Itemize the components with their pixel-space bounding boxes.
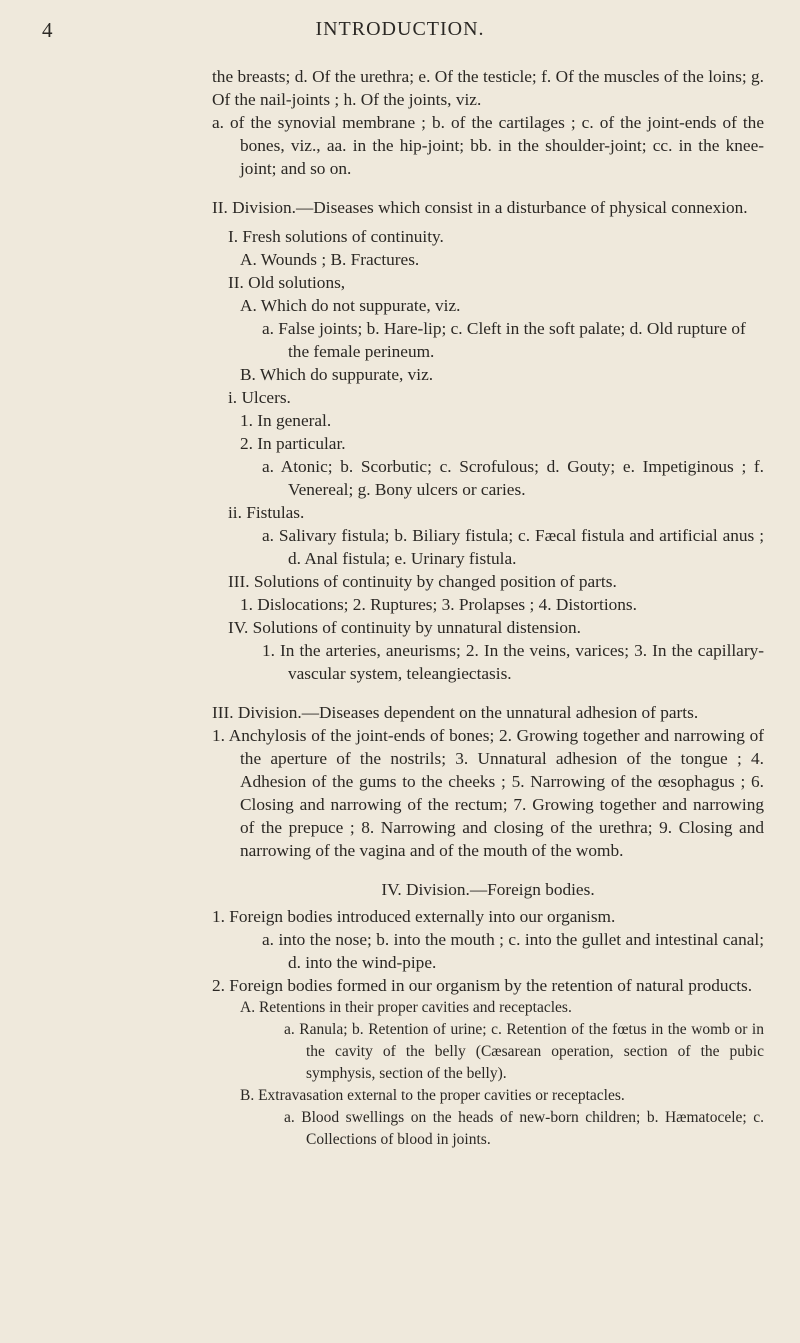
- text-line: a. Ranula; b. Retention of urine; c. Retention of the fœtus in the womb or in the cavity of the belly (Cæsarean operation, section of the pubic symphysis, section of the belly).: [284, 1021, 764, 1082]
- text-line: 2. In particular.: [240, 434, 346, 453]
- running-title: INTRODUCTION.: [315, 18, 485, 40]
- text-line: III. Solutions of continuity by changed position of parts.: [228, 572, 617, 591]
- text-line: a. Salivary fistula; b. Biliary fistula; c. Fæcal fistula and artificial anus ; d. Anal fistula; e. Urinary fistula.: [262, 526, 764, 568]
- division-heading: III. Division.—Diseases dependent on the unnatural adhesion of parts.: [212, 703, 699, 722]
- page-number: 4: [42, 18, 53, 42]
- text-line: 1. Foreign bodies introduced externally into our organism.: [212, 907, 616, 926]
- text-line: A. Retentions in their proper cavities and receptacles.: [240, 999, 572, 1016]
- division-heading: IV. Division.—Foreign bodies.: [381, 880, 595, 899]
- text-line: a. of the synovial membrane ; b. of the cartilages ; c. of the joint-ends of the bones, viz., aa. in the hip-joint; bb. in the shoulder-joint; cc. in the knee-joint; and so on.: [212, 113, 764, 178]
- text-line: a. Atonic; b. Scorbutic; c. Scrofulous; d. Gouty; e. Impetiginous ; f. Venereal; g. Bony ulcers or caries.: [262, 457, 764, 499]
- text-line: 1. Anchylosis of the joint-ends of bones; 2. Growing together and narrowing of the aperture of the nostrils; 3. Unnatural adhesion of the tongue ; 4. Adhesion of the gums to the cheeks ; 5. Narrowing of the œsophagus ; 6. Closing and narrowing of the rectum; 7. Growing together and narrowing of the prepuce ; 8. Narrowing and closing of the urethra; 9. Closing and narrowing of the vagina and of the mouth of the womb.: [212, 726, 764, 860]
- text-line: IV. Solutions of continuity by unnatural distension.: [228, 618, 581, 637]
- text-line: I. Fresh solutions of continuity.: [228, 227, 444, 246]
- text-line: B. Which do suppurate, viz.: [240, 365, 434, 384]
- text-line: B. Extravasation external to the proper cavities or receptacles.: [240, 1087, 625, 1104]
- text-line: A. Wounds ; B. Fractures.: [240, 250, 420, 269]
- text-line: A. Which do not suppurate, viz.: [240, 296, 461, 315]
- text-line: 1. Dislocations; 2. Ruptures; 3. Prolapses ; 4. Distortions.: [240, 595, 637, 614]
- text-line: the breasts; d. Of the urethra; e. Of the testicle; f. Of the muscles of the loins; g. Of the nail-joints ; h. Of the joints, viz.: [212, 67, 764, 109]
- text-line: a. False joints; b. Hare-lip; c. Cleft in the soft palate; d. Old rupture of the female perineum.: [262, 319, 746, 361]
- text-line: 1. In general.: [240, 411, 332, 430]
- text-line: ii. Fistulas.: [228, 503, 305, 522]
- division-heading: II. Division.—Diseases which consist in a disturbance of physical connexion.: [212, 198, 748, 217]
- text-line: 2. Foreign bodies formed in our organism by the retention of natural products.: [212, 976, 753, 995]
- text-line: II. Old solutions,: [228, 273, 346, 292]
- text-line: i. Ulcers.: [228, 388, 291, 407]
- text-line: a. Blood swellings on the heads of new-born children; b. Hæmatocele; c. Collections of blood in joints.: [284, 1109, 764, 1148]
- text-line: a. into the nose; b. into the mouth ; c. into the gullet and intestinal canal; d. into the wind-pipe.: [262, 930, 764, 972]
- page-body: [212, 65, 764, 1151]
- text-line: 1. In the arteries, aneurisms; 2. In the veins, varices; 3. In the capillary-vascular system, teleangiectasis.: [262, 641, 764, 683]
